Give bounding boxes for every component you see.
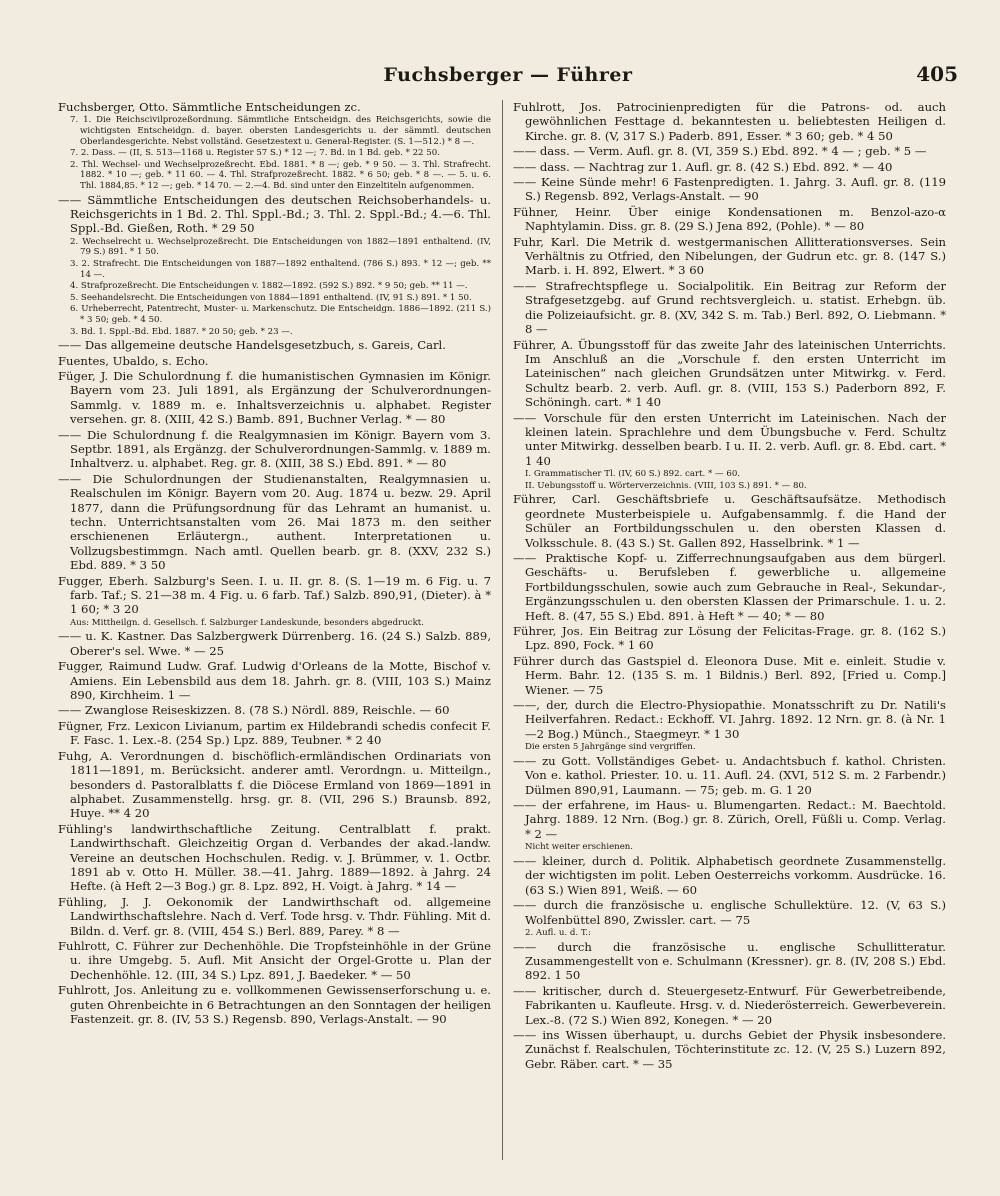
bibliography-entry: Fühling, J. J. Oekonomik der Landwirthschaft od. allgemeine Landwirthschaftslehre. Nach d. Verf. Tode hrsg. v. Thdr. Fühling. Mit d. Bildn. d. Verf. gr. 8. (VIII, 454 S.) Berl. 889, Parey. * 8 — xyxy=(58,894,491,938)
columns xyxy=(58,100,958,1160)
bibliography-entry: —— der erfahrene, im Haus- u. Blumengarten. Redact.: M. Baechtold. Jahrg. 1889. 12 Nrn. (Bog.) gr. 8. Zürich, Orell, Füßli u. Comp. Verlag. * 2 — xyxy=(513,798,946,841)
bibliography-note: 6. Urheberrecht, Patentrecht, Muster- u. Markenschutz. Die Entscheidgn. 1886—1892. (211 S.) * 3 50; geb. * 4 50. xyxy=(70,304,491,325)
bibliography-entry: Führer durch das Gastspiel d. Eleonora Duse. Mit e. einleit. Studie v. Herm. Bahr. 12. (135 S. m. 1 Bildnis.) Berl. 892, [Fried u. Comp.] Wiener. — 75 xyxy=(513,653,946,697)
bibliography-entry: Fühner, Heinr. Über einige Kondensationen m. Benzol-azo-α Naphtylamin. Diss. gr. 8. (29 S.) Jena 892, (Pohle). * — 80 xyxy=(513,204,946,234)
bibliography-entry: —— ins Wissen überhaupt, u. durchs Gebiet der Physik insbesondere. Zunächst f. Realschulen, Töchterinstitute zc. 12. (V, 25 S.) Luzern 892, Gebr. Räber. cart. * — 35 xyxy=(513,1027,946,1071)
bibliography-entry: —— kritischer, durch d. Steuergesetz-Entwurf. Für Gewerbetreibende, Fabrikanten u. Kaufleute. Hrsg. v. d. Niederösterreich. Gewerbeverein. Lex.-8. (72 S.) Wien 892, Konegen. * — 20 xyxy=(513,983,946,1027)
bibliography-entry: Fuhr, Karl. Die Metrik d. westgermanischen Allitterationsverses. Sein Verhältnis zu Otfried, den Nibelungen, der Gudrun etc. gr. 8. (147 S.) Marb. i. H. 892, Elwert. * 3 60 xyxy=(513,234,946,278)
bibliography-entry: —— kleiner, durch d. Politik. Alphabetisch geordnete Zusammenstellg. der wichtigsten im polit. Leben Oesterreichs vorkomm. Ausdrücke. 16. (63 S.) Wien 891, Weiß. — 60 xyxy=(513,853,946,897)
running-head: Fuchsberger — Führer xyxy=(383,64,633,86)
bibliography-entry: —— zu Gott. Vollständiges Gebet- u. Andachtsbuch f. kathol. Christen. Von e. kathol. Priester. 10. u. 11. Aufl. 24. (XVI, 512 S. m. 2 Farbendr.) Dülmen 890,91, Laumann. — 75; geb. m. G. 1 20 xyxy=(513,753,946,797)
left-column xyxy=(58,100,491,1160)
bibliography-entry: Fuhlrott, Jos. Patrocinienpredigten für die Patrons- od. auch gewöhnlichen Festtage d. bekanntesten u. beliebtesten Heiligen d. Kirche. gr. 8. (V, 317 S.) Paderb. 891, Esser. * 3 60; geb. * 4 50 xyxy=(513,100,946,143)
page-header xyxy=(58,60,958,96)
bibliography-entry: —— dass. — Verm. Aufl. gr. 8. (VI, 359 S.) Ebd. 892. * 4 — ; geb. * 5 — xyxy=(513,144,927,159)
bibliography-entry: —— Praktische Kopf- u. Zifferrechnungsaufgaben aus dem bürgerl. Geschäfts- u. Berufsleben f. gewerbliche u. allgemeine Fortbildungsschulen, sowie auch zum Gebrauche in Real-, Sekundar-, Ergänzungsschulen u. den obersten Klassen der Primarschule. 1. u. 2. Heft. 8. (47, 55 S.) Ebd. 891. à Heft * — 40; * — 80 xyxy=(513,550,946,623)
bibliography-entry: Führer, A. Übungsstoff für das zweite Jahr des lateinischen Unterrichts. Im Anschluß an die „Vorschule f. den ersten Unterricht im Lateinischen“ nach gleichen Grundsätzen unter Mitwirkg. v. Ferd. Schultz bearb. 2. verb. Aufl. gr. 8. (VIII, 153 S.) Paderborn 892, F. Schöningh. cart. * 1 40 xyxy=(513,337,946,410)
page-number: 405 xyxy=(916,62,958,86)
bibliography-entry: —— u. K. Kastner. Das Salzbergwerk Dürrenberg. 16. (24 S.) Salzb. 889, Oberer's sel. Wwe. * — 25 xyxy=(58,629,491,658)
bibliography-entry: Fügner, Frz. Lexicon Livianum, partim ex Hildebrandi schedis confecit F. F. Fasc. 1. Lex.-8. (254 Sp.) Lpz. 889, Teubner. * 2 40 xyxy=(58,718,491,748)
bibliography-entry: Fugger, Raimund Ludw. Graf. Ludwig d'Orleans de la Motte, Bischof v. Amiens. Ein Lebensbild aus dem 18. Jahrh. gr. 8. (VIII, 103 S.) Mainz 890, Kirchheim. 1 — xyxy=(58,659,491,703)
bibliography-note: 3. 2. Strafrecht. Die Entscheidungen von 1887—1892 enthaltend. (786 S.) 893. * 12 —; geb. ** 14 —. xyxy=(70,258,491,280)
right-column xyxy=(513,100,946,1160)
bibliography-entry: Fühling's landwirthschaftliche Zeitung. Centralblatt f. prakt. Landwirthschaft. Gleichzeitig Organ d. Verbandes der akad.-landw. Vereine an deutschen Hochschulen. Redig. v. J. Brümmer, v. 1. Octbr. 1891 ab v. Otto H. Müller. 38.—41. Jahrg. 1889—1892. à Jahrg. 24 Hefte. (à Heft 2—3 Bog.) gr. 8. Lpz. 892, H. Voigt. à Jahrg. * 14 — xyxy=(58,821,491,894)
bibliography-entry: —— durch die französische u. englische Schullitteratur. Zusammengestellt von e. Schulmann (Kressner). gr. 8. (IV, 208 S.) Ebd. 892. 1 50 xyxy=(513,939,946,983)
bibliography-note: Aus: Mittheilgn. d. Gesellsch. f. Salzburger Landeskunde, besonders abgedruckt. xyxy=(70,617,424,628)
bibliography-note: 3. Bd. 1. Sppl.-Bd. Ebd. 1887. * 20 50; geb. * 23 —. xyxy=(70,326,293,337)
bibliography-entry: —— Das allgemeine deutsche Handelsgesetzbuch, s. Gareis, Carl. xyxy=(58,338,446,353)
bibliography-note: 7. 2. Dass. — (II, S. 513—1168 u. Register 57 S.) * 12 —; 7. Bd. in 1 Bd. geb. * 22 50. xyxy=(70,148,440,159)
bibliography-note: I. Grammatischer Tl. (IV, 60 S.) 892. cart. * — 60. xyxy=(525,469,741,480)
bibliography-entry: —— durch die französische u. englische Schullektüre. 12. (V, 63 S.) Wolfenbüttel 890, Zwissler. cart. — 75 xyxy=(513,898,946,927)
bibliography-entry: —— Sämmtliche Entscheidungen des deutschen Reichsoberhandels- u. Reichsgerichts in 1 Bd. 2. Thl. Sppl.-Bd.; 3. Thl. 2. Sppl.-Bd.; 4.—6. Thl. Sppl.-Bd. Gießen, Roth. * 29 50 xyxy=(58,192,491,236)
bibliography-entry: Fuentes, Ubaldo, s. Echo. xyxy=(58,353,209,368)
bibliography-note: 2. Thl. Wechsel- und Wechselprozeßrecht. Ebd. 1881. * 8 —; geb. * 9 50. — 3. Thl. Strafrecht. 1882. * 10 —; geb. * 11 60. — 4. Thl. Strafprozeßrecht. 1882. * 6 50; geb. * 8 —. — 5. u. 6. Thl. 1884,85. * 12 —; geb. * 14 70. — 2.—4. Bd. sind unter den Einzeltiteln aufgenommen. xyxy=(70,159,491,191)
bibliography-note: 2. Wechselrecht u. Wechselprozeßrecht. Die Entscheidungen von 1882—1891 enthaltend. (IV, 79 S.) 891. * 1 50. xyxy=(70,236,491,258)
page xyxy=(58,60,958,1170)
bibliography-note: Nicht weiter erschienen. xyxy=(525,842,634,853)
bibliography-entry: ——, der, durch die Electro-Physiopathie. Monatsschrift zu Dr. Natili's Heilverfahren. Redact.: Eckhoff. VI. Jahrg. 1892. 12 Nrn. gr. 8. (à Nr. 1—2 Bog.) Münch., Staegmeyr. * 1 30 xyxy=(513,698,946,741)
bibliography-entry: —— Vorschule für den ersten Unterricht im Lateinischen. Nach der kleinen latein. Sprachlehre und dem Übungsbuche v. Ferd. Schultz unter Mitwirkg. desselben bearb. I u. II. 2. verb. Aufl. gr. 8. Ebd. cart. * 1 40 xyxy=(513,410,946,468)
bibliography-note: II. Uebungsstoff u. Wörterverzeichnis. (VIII, 103 S.) 891. * — 80. xyxy=(525,480,807,491)
bibliography-note: 5. Seehandelsrecht. Die Entscheidungen von 1884—1891 enthaltend. (IV, 91 S.) 891. * 1 50. xyxy=(70,292,472,303)
bibliography-entry: —— Zwanglose Reiseskizzen. 8. (78 S.) Nördl. 889, Reischle. — 60 xyxy=(58,703,450,718)
bibliography-entry: Füger, J. Die Schulordnung f. die humanistischen Gymnasien im Königr. Bayern vom 23. Juli 1891, als Ergänzung der Schulverordnungen-Sammlg. v. 1889 m. e. Inhaltsverzeichnis u. alphabet. Register versehen. gr. 8. (XIII, 42 S.) Bamb. 891, Buchner Verlag. * — 80 xyxy=(58,368,491,427)
column-divider xyxy=(502,100,503,1160)
bibliography-entry: Fuchsberger, Otto. Sämmtliche Entscheidungen zc. xyxy=(58,100,361,114)
bibliography-note: 4. Strafprozeßrecht. Die Entscheidungen v. 1882—1892. (592 S.) 892. * 9 50; geb. ** 11 —. xyxy=(70,281,468,292)
bibliography-note: Die ersten 5 Jahrgänge sind vergriffen. xyxy=(525,742,696,753)
bibliography-entry: Fugger, Eberh. Salzburg's Seen. I. u. II. gr. 8. (S. 1—19 m. 6 Fig. u. 7 farb. Taf.; S. 21—38 m. 4 Fig. u. 6 farb. Taf.) Salzb. 890,91, (Dieter). à * 1 60; * 3 20 xyxy=(58,573,491,617)
bibliography-entry: —— Die Schulordnungen der Studienanstalten, Realgymnasien u. Realschulen im Königr. Bayern vom 20. Aug. 1874 u. bezw. 29. April 1877, dann die Prüfungsordnung für das Lehramt an humanist. u. techn. Unterrichtsanstalten vom 26. Mai 1873 m. den seither erschienenen Erläutergn., authent. Interpretationen u. Vollzugsbestimmgn. Nach amtl. Quellen bearb. gr. 8. (XXV, 232 S.) Ebd. 889. * 3 50 xyxy=(58,471,491,573)
bibliography-note: 2. Aufl. u. d. T.: xyxy=(525,927,591,938)
bibliography-entry: Fuhlrott, C. Führer zur Dechenhöhle. Die Tropfsteinhöhle in der Grüne u. ihre Umgebg. 5. Aufl. Mit Ansicht der Orgel-Grotte u. Plan der Dechenhöhle. 12. (III, 34 S.) Lpz. 891, J. Baedeker. * — 50 xyxy=(58,938,491,982)
bibliography-entry: Fuhlrott, Jos. Anleitung zu e. vollkommenen Gewissenserforschung u. e. guten Ohrenbeichte in 6 Betrachtungen an den Sonntagen der heiligen Fastenzeit. gr. 8. (IV, 53 S.) Regensb. 890, Verlags-Anstalt. — 90 xyxy=(58,983,491,1026)
bibliography-entry: —— Die Schulordnung f. die Realgymnasien im Königr. Bayern vom 3. Septbr. 1891, als Ergänzg. der Schulverordnungen-Sammlg. v. 1889 m. Inhaltverz. u. alphabet. Reg. gr. 8. (XIII, 38 S.) Ebd. 891. * — 80 xyxy=(58,427,491,471)
bibliography-entry: —— dass. — Nachtrag zur 1. Aufl. gr. 8. (42 S.) Ebd. 892. * — 40 xyxy=(513,159,893,174)
bibliography-entry: Fuhg, A. Verordnungen d. bischöflich-ermländischen Ordinariats von 1811—1891, m. Berücksicht. anderer amtl. Verordngn. u. Mitteilgn., besonders d. Pastoralblatts f. die Diöcese Ermland von 1869—1891 in alphabet. Zusammenstellg. hrsg. gr. 8. (VII, 296 S.) Braunsb. 892, Huye. ** 4 20 xyxy=(58,748,491,821)
bibliography-note: 7. 1. Die Reichscivilprozeßordnung. Sämmtliche Entscheidgn. des Reichsgerichts, sowie die wichtigsten Entscheidgn. d. bayer. obersten Landesgerichts u. der sämmtl. deutschen Oberlandesgerichte. Nebst vollständ. Gesetzestext u. General-Register. (S. 1—512.) * 8 —. xyxy=(70,115,491,147)
bibliography-entry: Führer, Jos. Ein Beitrag zur Lösung der Felicitas-Frage. gr. 8. (162 S.) Lpz. 890, Fock. * 1 60 xyxy=(513,624,946,653)
bibliography-entry: —— Keine Sünde mehr! 6 Fastenpredigten. 1. Jahrg. 3. Aufl. gr. 8. (119 S.) Regensb. 892, Verlags-Anstalt. — 90 xyxy=(513,175,946,204)
bibliography-entry: Führer, Carl. Geschäftsbriefe u. Geschäftsaufsätze. Methodisch geordnete Musterbeispiele u. Aufgabensammlg. f. die Hand der Schüler an Fortbildungsschulen u. den obersten Klassen d. Volksschule. 8. (43 S.) St. Gallen 892, Hasselbrink. * 1 — xyxy=(513,492,946,550)
bibliography-entry: —— Strafrechtspflege u. Socialpolitik. Ein Beitrag zur Reform der Strafgesetzgebg. auf Grund rechtsvergleich. u. statist. Erhebgn. üb. die Polizeiaufsicht. gr. 8. (XV, 342 S. m. Tab.) Berl. 892, O. Liebmann. * 8 — xyxy=(513,278,946,337)
